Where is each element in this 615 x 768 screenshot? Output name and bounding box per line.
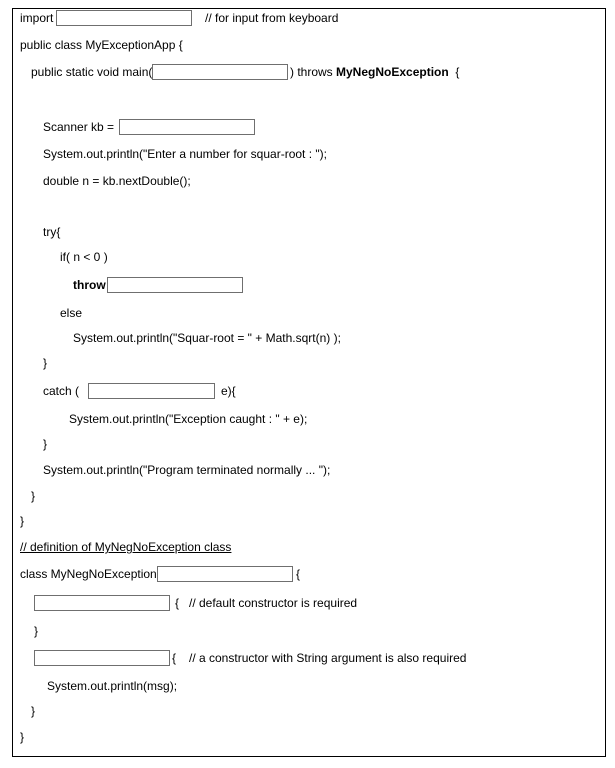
scanner-init-blank[interactable]: [119, 119, 255, 135]
scanner-line: Scanner kb =: [43, 120, 115, 134]
class-declaration: public class MyExceptionApp {: [20, 38, 183, 52]
definition-comment: // definition of MyNegNoException class: [20, 540, 232, 554]
ctor2-comment: // a constructor with String argument is also required: [189, 651, 467, 665]
close-main-brace: }: [31, 489, 36, 503]
catch-prefix: catch (: [43, 384, 80, 398]
main-suffix: [290, 65, 459, 79]
throw-keyword: throw: [73, 278, 106, 292]
println-prompt: System.out.println("Enter a number for squar-root : ");: [43, 147, 327, 161]
class2-brace: {: [296, 567, 301, 581]
try-line: try{: [43, 225, 61, 239]
ctor2-brace: {: [172, 651, 177, 665]
extends-blank[interactable]: [157, 566, 293, 582]
import-keyword: import: [20, 11, 54, 25]
println-msg: System.out.println(msg);: [47, 679, 178, 693]
close-ctor1-brace: }: [34, 624, 39, 638]
close-ctor2-brace: }: [31, 704, 36, 718]
import-blank[interactable]: [56, 10, 192, 26]
catch-suffix: e){: [221, 384, 236, 398]
println-sqrt: System.out.println("Squar-root = " + Math.sqrt(n) );: [73, 331, 341, 345]
double-n-line: double n = kb.nextDouble();: [43, 174, 191, 188]
else-line: else: [60, 306, 83, 320]
close-class2-brace: }: [20, 730, 25, 744]
close-catch-brace: }: [43, 437, 48, 451]
catch-type-blank[interactable]: [88, 383, 215, 399]
println-terminated: System.out.println("Program terminated normally ... ");: [43, 463, 331, 477]
main-brace: {: [455, 65, 460, 79]
main-exception-name: MyNegNoException: [336, 65, 449, 79]
ctor2-blank[interactable]: [34, 650, 170, 666]
class2-declaration: class MyNegNoException: [20, 567, 157, 581]
if-line: if( n < 0 ): [60, 250, 108, 264]
ctor1-comment: // default constructor is required: [189, 596, 358, 610]
ctor1-brace: {: [175, 596, 180, 610]
import-comment: // for input from keyboard: [205, 11, 339, 25]
main-param-blank[interactable]: [152, 64, 288, 80]
close-class-brace: }: [20, 514, 25, 528]
throw-blank[interactable]: [107, 277, 243, 293]
println-caught: System.out.println("Exception caught : " + e);: [69, 412, 308, 426]
main-prefix: public static void main(: [31, 65, 153, 79]
throws-text: ) throws: [290, 65, 337, 79]
ctor1-blank[interactable]: [34, 595, 170, 611]
close-try-brace: }: [43, 356, 48, 370]
